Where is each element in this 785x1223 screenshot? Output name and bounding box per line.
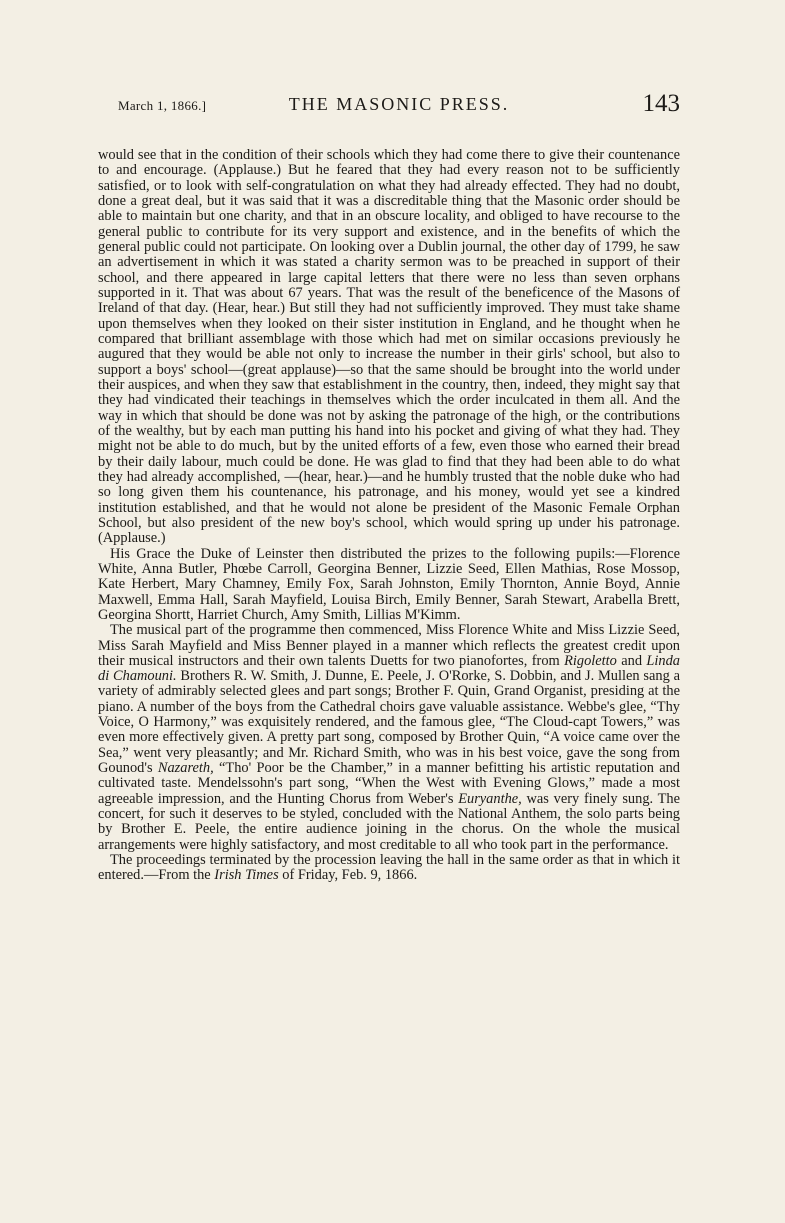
opera-title-linda: Linda di Chamouni. (98, 652, 680, 685)
music-text-2: and (616, 652, 647, 669)
paragraph-speech: would see that in the condition of their schools which they had come there to give their countenance to and encourage. (Applause.) But he feared that they had every reason not to be sufficiently satisfied, or to look with self-congratulation on what they had already effected. They had no doubt, done a great deal, but it was said that it was a discreditable thing that the Masonic order should be able to maintain but one charity, and that in an obscure locality, and obliged to have recourse to the general public to contribute for its very support and existence, and in the benefits of which the general public could not participate. On looking over a Dublin journal, the other day of 1799, he saw an advertisement in which it was stated a charity sermon was to be preached in support of their school, and there appeared in large capital letters that there were no less than seven orphans supported in it. That was about 67 years. That was the result of the beneficence of the Masons of Ireland of that day. (Hear, hear.) But still they had not sufficiently improved. They must take shame upon themselves when they looked on their sister institution in England, and he thought when he compared that brilliant assemblage with those which had met on similar occasions previously he augured that they would be able not only to increase the number in their girls' school, but also to support a boys' school—(great applause)—so that the same should be brought into the world under their auspices, and when they saw that establishment in the country, then, indeed, they might say that they had vindicated their teachings in themselves which the order inculcated in them all. And the way in which that should be done was not by asking the patronage of the high, or the contributions of the wealthy, but by each man putting his hand into his pocket and giving of what they had. They might not be able to do much, but by the united efforts of a few, even those who earned their bread by their daily labour, much could be done. He was glad to find that they had been able to do what they had already accomplished, —(hear, hear.)—and he humbly trusted that the noble duke who had so long given them his countenance, his patronage, and his money, would yet see a kindred institution established, and that he would not alone be president of the Masonic Female Orphan School, but also president of the new boy's school, which would spring up under his patronage. (Applause.) (98, 147, 680, 547)
newspaper-title: Irish Times (214, 867, 279, 884)
running-header (118, 84, 680, 118)
closing-text-1: The proceedings terminated by the procession leaving the hall in the same order as that in which it entered.—From the (98, 852, 680, 884)
opera-title-nazareth: Nazareth, (157, 760, 214, 777)
article-body (98, 148, 680, 884)
closing-text-2: of Friday, Feb. 9, 1866. (278, 867, 418, 884)
opera-title-rigoletto: Rigoletto (564, 652, 617, 669)
issue-date: March 1, 1866.] (118, 98, 207, 113)
music-text-4: “Tho' Poor be the Chamber,” in a manner befitting his artistic reputation and cultivated taste. Mendelssohn's part song, “When the West with Evening Glows,” made a most agreeable impression, and the Hunting Chorus from Weber's (98, 760, 680, 807)
paragraph-prizes: His Grace the Duke of Leinster then distributed the prizes to the following pupils:—Florence White, Anna Butler, Phœbe Carroll, Georgina Benner, Lizzie Seed, Ellen Mathias, Rose Mossop, Kate Herbert, Mary Chamney, Emily Fox, Sarah Johnston, Emily Thornton, Annie Boyd, Annie Maxwell, Emma Hall, Sarah Mayfield, Louisa Birch, Emily Benner, Sarah Stewart, Arabella Brett, Georgina Shortt, Harriet Church, Amy Smith, Lillias M'Kimm. (98, 545, 680, 623)
paragraph-closing (98, 853, 680, 884)
music-text-5: was very finely sung. The concert, for such it deserves to be styled, concluded with the National Anthem, the solo parts being by Brother E. Peele, the entire audience joining in the chorus. On the whole the musical arrangements were highly satisfactory, and most creditable to all who took part in the performance. (98, 790, 680, 853)
music-text-3: Brothers R. W. Smith, J. Dunne, E. Peele, J. O'Rorke, S. Dobbin, and J. Mullen sang a variety of admirably selected glees and part songs; Brother F. Quin, Grand Organist, presiding at the piano. A number of the boys from the Cathedral choirs gave valuable assistance. Webbe's glee, “Thy Voice, O Harmony,” was exquisitely rendered, and the famous glee, “The Cloud-capt Towers,” was even more effectively given. A pretty part song, composed by Brother Quin, “A voice came over the Sea,” went very pleasantly; and Mr. Richard Smith, who was in his best voice, gave the song from Gounod's (98, 668, 680, 777)
paragraph-music (98, 623, 680, 853)
publication-title: THE MASONIC PRESS. (288, 94, 510, 114)
music-text-1: The musical part of the programme then commenced, Miss Florence White and Miss Lizzie Seed, Miss Sarah Mayfield and Miss Benner played in a manner which reflects the greatest credit upon their musical instructors and their own talents Duetts for two pianofortes, from (98, 622, 680, 669)
opera-title-euryanthe: Euryanthe, (458, 790, 522, 807)
page-number: 143 (642, 90, 680, 117)
